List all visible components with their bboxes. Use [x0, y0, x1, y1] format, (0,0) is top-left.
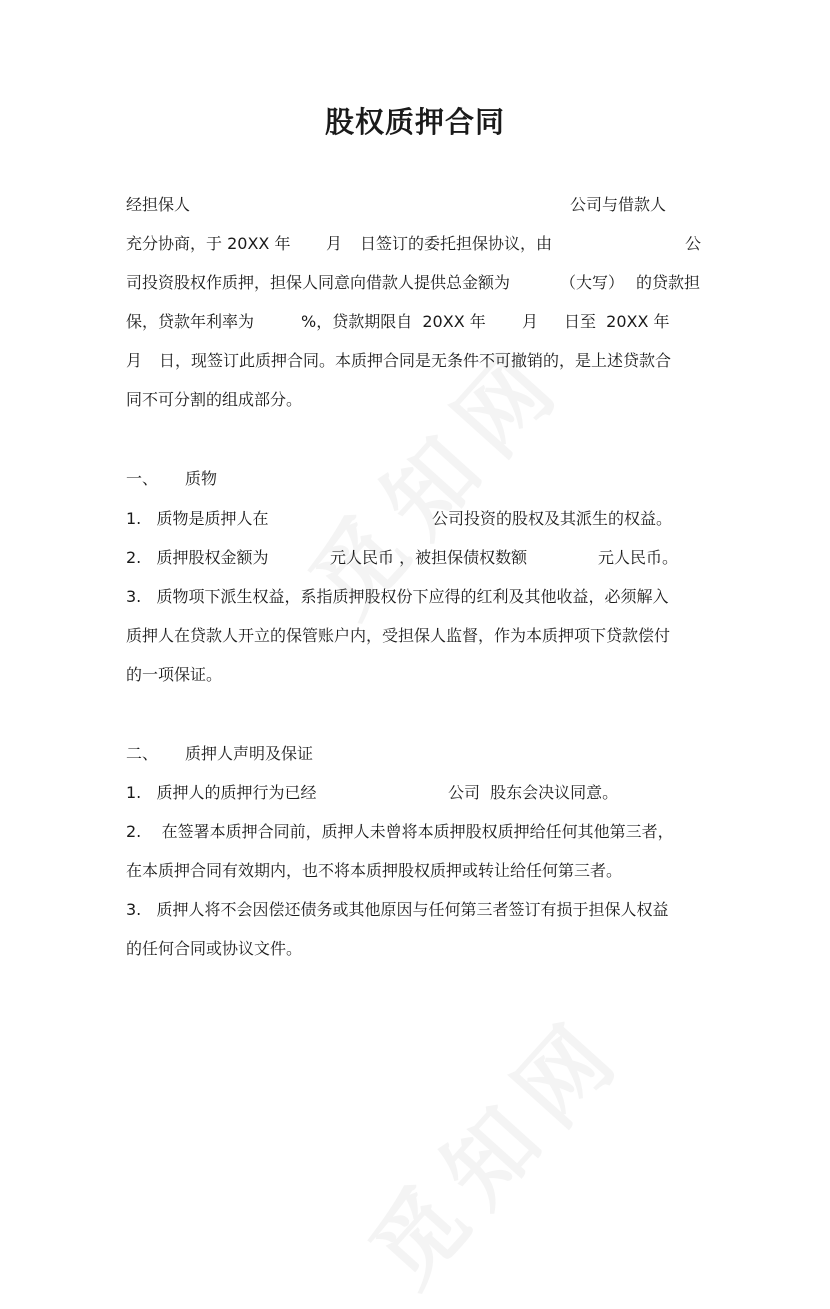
section-title: 质物 [185, 469, 218, 488]
text: 1. 质押人的质押行为已经 [126, 783, 317, 802]
section-2-item-1 [126, 780, 706, 802]
intro-line-2 [126, 231, 706, 253]
document-title: 股权质押合同 [324, 105, 505, 139]
text: 充分协商，于 20XX 年 [126, 234, 291, 253]
text: 月 [522, 312, 539, 331]
section-2-item-2 [126, 819, 706, 841]
text: 3. 质押人将不会因偿还债务或其他原因与任何第三者签订有损于担保人权益 [126, 900, 669, 919]
section-2-heading [126, 741, 706, 763]
section-1-heading [126, 466, 706, 488]
intro-line-1 [126, 192, 706, 214]
text: 日，现签订此质押合同。本质押合同是无条件不可撤销的，是上述贷款合 [159, 351, 672, 370]
text: 的一项保证。 [126, 665, 223, 684]
watermark [335, 981, 648, 1309]
section-title: 质押人声明及保证 [185, 744, 314, 763]
text: 公司与借款人 [570, 195, 667, 214]
text: 公司 股东会决议同意。 [448, 783, 619, 802]
section-1-item-2 [126, 545, 706, 567]
text: %，贷款期限自 20XX 年 [301, 312, 486, 331]
section-number: 二、 [126, 744, 159, 763]
text: 公 [685, 234, 702, 253]
text: 质押人在贷款人开立的保管账户内，受担保人监督，作为本质押项下贷款偿付 [126, 626, 671, 645]
text: 在本质押合同有效期内，也不将本质押股权质押或转让给任何第三者。 [126, 861, 623, 880]
text: （大写） [560, 273, 625, 292]
section-1-item-3 [126, 584, 706, 606]
section-2-item-3-cont [126, 936, 706, 958]
text: 日至 20XX 年 [564, 312, 670, 331]
text: 2. 在签署本质押合同前，质押人未曾将本质押股权质押给任何其他第三者， [126, 822, 674, 841]
intro-line-5 [126, 348, 706, 370]
text: 的贷款担 [636, 273, 701, 292]
intro-line-6 [126, 387, 706, 409]
section-1-item-3-cont [126, 662, 706, 684]
text: 元人民币。 [598, 548, 679, 567]
text: 元人民币 ，被担保债权数额 [330, 548, 528, 567]
text: 1. 质物是质押人在 [126, 509, 269, 528]
text: 日签订的委托担保协议，由 [360, 234, 553, 253]
text: 月 [126, 351, 143, 370]
text: 经担保人 [126, 195, 191, 214]
section-1-item-3-cont [126, 623, 706, 645]
section-number: 一、 [126, 469, 159, 488]
section-2-item-3 [126, 897, 706, 919]
text: 同不可分割的组成部分。 [126, 390, 303, 409]
text: 月 [326, 234, 343, 253]
text: 2. 质押股权金额为 [126, 548, 269, 567]
intro-line-4 [126, 309, 706, 331]
text: 司投资股权作质押，担保人同意向借款人提供总金额为 [126, 273, 511, 292]
text: 3. 质物项下派生权益，系指质押股权份下应得的红利及其他收益，必须解入 [126, 587, 669, 606]
text: 保，贷款年利率为 [126, 312, 255, 331]
text: 的任何合同或协议文件。 [126, 939, 303, 958]
intro-line-3 [126, 270, 706, 292]
section-1-item-1 [126, 506, 706, 528]
section-2-item-2-cont [126, 858, 706, 880]
text: 公司投资的股权及其派生的权益。 [432, 509, 673, 528]
